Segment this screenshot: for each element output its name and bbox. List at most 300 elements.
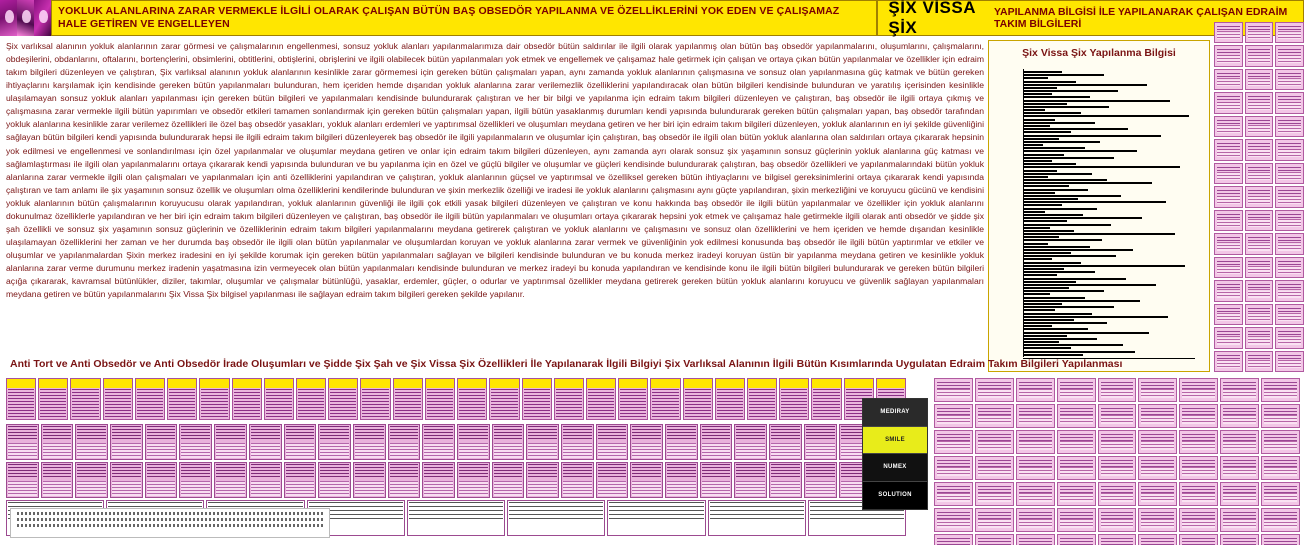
thumbnail-card <box>1214 186 1243 207</box>
thumbnail-card <box>1016 456 1055 480</box>
thumbnail-card <box>975 456 1014 480</box>
card-text-lines-bottom <box>771 481 800 496</box>
thumbnail-card <box>457 378 487 420</box>
card-header-band <box>877 379 905 388</box>
card-text-lines-bottom <box>632 481 661 496</box>
thumbnail-card <box>665 424 698 460</box>
card-text-lines-top <box>77 464 106 478</box>
card-header-band <box>523 379 551 388</box>
chart-bar <box>1024 122 1095 124</box>
card-header-band <box>104 379 132 388</box>
thumbnail-card <box>1214 139 1243 160</box>
chart-bar <box>1024 281 1076 283</box>
thumbnail-card <box>1098 508 1137 532</box>
card-text-lines-bottom <box>112 481 141 496</box>
thumbnail-card <box>1214 116 1243 137</box>
thumbnail-card <box>1275 22 1304 43</box>
card-text-lines-top <box>77 426 106 440</box>
thumbnail-card <box>296 378 326 420</box>
thumbnail-card <box>747 378 777 420</box>
thumbnail-card <box>734 462 767 498</box>
thumbnail-card <box>1275 163 1304 184</box>
card-text-lines-top <box>563 426 592 440</box>
card-text-lines-bottom <box>667 443 696 458</box>
chart-bar <box>1024 128 1128 130</box>
thumbnail-card <box>1261 508 1300 532</box>
card-text-lines-top <box>632 464 661 478</box>
thumbnail-card <box>1261 378 1300 402</box>
thumbnail-card <box>1057 508 1096 532</box>
card-text-lines <box>620 389 646 418</box>
thumbnail-card <box>561 424 594 460</box>
chart-bar <box>1024 157 1114 159</box>
card-text-lines-top <box>355 464 384 478</box>
card-text-lines-bottom <box>702 443 731 458</box>
thumbnail-card <box>975 404 1014 428</box>
thumbnail-card <box>1245 69 1274 90</box>
chart-bar <box>1024 77 1048 79</box>
thumbnail-strip <box>6 378 906 420</box>
thumbnail-card <box>1179 430 1218 454</box>
chart-bar <box>1024 115 1189 117</box>
card-text-lines <box>72 389 98 418</box>
card-text-lines <box>234 389 260 418</box>
thumbnail-card <box>1245 139 1274 160</box>
thumbnail-card <box>934 430 973 454</box>
thumbnail-card <box>422 424 455 460</box>
card-text-lines-top <box>216 426 245 440</box>
chart-bar <box>1024 214 1083 216</box>
chart-bar <box>1024 351 1135 353</box>
thumbnail-card <box>1214 233 1243 254</box>
chart-bar <box>1024 211 1045 213</box>
chart-bar <box>1024 201 1166 203</box>
card-text-lines-bottom <box>251 443 280 458</box>
card-text-lines <box>781 389 807 418</box>
thumbnail-card <box>1220 534 1259 545</box>
thumbnail-card <box>6 462 39 498</box>
note-line <box>17 524 323 527</box>
thumbnail-card <box>1138 456 1177 480</box>
card-text-lines-top <box>112 464 141 478</box>
thumbnail-card <box>769 424 802 460</box>
thumbnail-card <box>1245 280 1274 301</box>
thumbnail-card <box>804 462 837 498</box>
card-text-lines <box>330 389 356 418</box>
thumbnail-card <box>1016 534 1055 545</box>
card-header-band <box>426 379 454 388</box>
card-header-band <box>780 379 808 388</box>
thumbnail-card <box>264 378 294 420</box>
thumbnail-card <box>407 500 505 536</box>
thumbnail-card <box>1214 22 1243 43</box>
thumbnail-card <box>1057 456 1096 480</box>
thumbnail-card <box>1220 508 1259 532</box>
chart-bar <box>1024 87 1057 89</box>
card-text-lines-top <box>286 426 315 440</box>
card-text-lines-top <box>43 464 72 478</box>
chart-bar <box>1024 338 1097 340</box>
thumbnail-card <box>975 534 1014 545</box>
thumbnail-card <box>1275 45 1304 66</box>
chart-bar <box>1024 131 1071 133</box>
thumbnail-card <box>457 424 490 460</box>
thumbnail-card <box>1261 482 1300 506</box>
card-header-band <box>361 379 389 388</box>
chart-bar <box>1024 236 1059 238</box>
thumbnail-card <box>975 378 1014 402</box>
thumbnail-card <box>561 462 594 498</box>
card-text-lines-bottom <box>77 481 106 496</box>
card-text-lines <box>169 389 195 418</box>
banner-headline <box>51 0 877 36</box>
chart-bar <box>1024 335 1067 337</box>
thumbnail-card <box>1261 404 1300 428</box>
card-text-lines-top <box>736 464 765 478</box>
thumbnail-card <box>1275 186 1304 207</box>
thumbnail-card <box>1098 378 1137 402</box>
chart-bar <box>1024 71 1062 73</box>
card-text-lines-top <box>459 426 488 440</box>
card-text-lines <box>524 389 550 418</box>
card-text-lines-bottom <box>806 481 835 496</box>
card-text-lines-bottom <box>320 443 349 458</box>
card-text-lines-bottom <box>736 443 765 458</box>
chart-bar <box>1024 300 1140 302</box>
card-text-lines-top <box>424 464 453 478</box>
card-header-band <box>233 379 261 388</box>
thumbnail-card <box>630 424 663 460</box>
chart-bar <box>1024 81 1076 83</box>
thumbnail-card <box>328 378 358 420</box>
thumbnail-card <box>1016 404 1055 428</box>
banner-headline-text: YOKLUK ALANLARINA ZARAR VERMEKLE İLGİLİ OLARAK ÇALIŞAN BÜTÜN BAŞ OBSEDÖR YAPILANMA VE ÖZELLİKLERİNİ YOK EDEN VE ÇALIŞAMAZ HALE GETİREN VE ENGELLEYEN <box>57 4 840 30</box>
thumbnail-card <box>41 424 74 460</box>
card-text-lines-bottom <box>771 443 800 458</box>
chart-bar <box>1024 224 1111 226</box>
thumbnail-card <box>75 424 108 460</box>
card-text-lines-top <box>509 502 603 522</box>
chart-bar <box>1024 246 1090 248</box>
card-text-lines-top <box>667 464 696 478</box>
thumbnail-card <box>665 462 698 498</box>
chart-bar <box>1024 106 1109 108</box>
thumbnail-card <box>934 456 973 480</box>
card-text-lines-bottom <box>494 481 523 496</box>
card-text-lines-bottom <box>528 481 557 496</box>
chart-bar <box>1024 93 1052 95</box>
chart-bar <box>1024 278 1126 280</box>
card-text-lines-top <box>710 502 804 522</box>
thumbnail-card <box>1057 378 1096 402</box>
thumbnail-card <box>596 424 629 460</box>
thumbnail-card <box>769 462 802 498</box>
thumbnail-grid-top-right <box>1214 22 1304 372</box>
chart-bar <box>1024 252 1071 254</box>
thumbnail-card <box>1016 378 1055 402</box>
card-header-band <box>684 379 712 388</box>
chart-bar <box>1024 135 1161 137</box>
thumbnail-card <box>1245 210 1274 231</box>
card-text-lines-top <box>8 426 37 440</box>
card-text-lines <box>362 389 388 418</box>
chart-bar <box>1024 313 1092 315</box>
chart-bar <box>1024 255 1116 257</box>
chart-bar <box>1024 316 1168 318</box>
card-text-lines-bottom <box>424 443 453 458</box>
card-text-lines-bottom <box>147 481 176 496</box>
card-header-band <box>458 379 486 388</box>
thumbnail-card <box>110 424 143 460</box>
thumbnail-card <box>1220 404 1259 428</box>
card-text-lines-top <box>216 464 245 478</box>
chart-bar <box>1024 332 1149 334</box>
chart-bar <box>1024 297 1085 299</box>
card-text-lines-top <box>806 464 835 478</box>
thumbnail-card <box>526 462 559 498</box>
thumbnail-card <box>249 462 282 498</box>
card-text-lines-top <box>112 426 141 440</box>
thumbnail-card <box>1138 378 1177 402</box>
white-note-band <box>10 508 330 538</box>
thumbnail-card <box>388 462 421 498</box>
thumbnail-card <box>1098 482 1137 506</box>
card-text-lines-bottom <box>632 443 661 458</box>
card-text-lines-bottom <box>355 443 384 458</box>
thumbnail-card <box>934 508 973 532</box>
thumbnail-card <box>596 462 629 498</box>
top-banner <box>0 0 1304 36</box>
card-text-lines <box>588 389 614 418</box>
thumbnail-card <box>1179 378 1218 402</box>
thumbnail-card <box>1214 257 1243 278</box>
chart-bar <box>1024 84 1147 86</box>
thumbnail-card <box>1275 69 1304 90</box>
thumbnail-card <box>507 500 605 536</box>
chart-bar <box>1024 182 1152 184</box>
thumbnail-card <box>1245 22 1274 43</box>
thumbnail-row <box>6 424 906 460</box>
thumbnail-card <box>1016 482 1055 506</box>
card-text-lines-top <box>459 464 488 478</box>
card-text-lines-top <box>528 426 557 440</box>
card-header-band <box>490 379 518 388</box>
product-label-row: SOLUTION <box>863 482 927 510</box>
thumbnail-card <box>934 534 973 545</box>
chart-bar <box>1024 103 1067 105</box>
thumbnail-card <box>422 462 455 498</box>
thumbnail-card <box>1245 92 1274 113</box>
thumbnail-card <box>1245 257 1274 278</box>
thumbnail-card <box>1245 304 1274 325</box>
thumbnail-card <box>388 424 421 460</box>
chart-bar <box>1024 249 1133 251</box>
chart-title: Şix Vissa Şix Yapılanma Bilgisi <box>1022 47 1176 59</box>
thumbnail-card <box>1214 45 1243 66</box>
thumbnail-card <box>1057 404 1096 428</box>
thumbnail-card <box>457 462 490 498</box>
card-header-band <box>71 379 99 388</box>
thumbnail-card <box>526 424 559 460</box>
thumbnail-card <box>103 378 133 420</box>
card-text-lines-bottom <box>702 481 731 496</box>
chart-bar <box>1024 290 1104 292</box>
card-text-lines-top <box>563 464 592 478</box>
card-text-lines <box>137 389 163 418</box>
card-header-band <box>39 379 67 388</box>
card-header-band <box>297 379 325 388</box>
chart-bar <box>1024 100 1170 102</box>
card-text-lines-top <box>8 464 37 478</box>
thumbnail-card <box>975 430 1014 454</box>
card-header-band <box>812 379 840 388</box>
chart-bar <box>1024 265 1185 267</box>
card-header-band <box>555 379 583 388</box>
card-text-lines-top <box>598 426 627 440</box>
thumbnail-card <box>1138 508 1177 532</box>
card-text-lines-bottom <box>563 443 592 458</box>
card-text-lines <box>427 389 453 418</box>
card-text-lines-top <box>390 464 419 478</box>
thumbnail-card <box>630 462 663 498</box>
card-text-lines <box>813 389 839 418</box>
thumbnail-card <box>1214 280 1243 301</box>
chart-bar <box>1024 160 1052 162</box>
card-text-lines-bottom <box>563 481 592 496</box>
chart-bar <box>1024 268 1064 270</box>
chart-bar <box>1024 144 1043 146</box>
card-text-lines <box>652 389 678 418</box>
card-text-lines <box>491 389 517 418</box>
card-text-lines <box>8 389 34 418</box>
thumbnail-card <box>1214 69 1243 90</box>
thumbnail-card <box>522 378 552 420</box>
thumbnail-card <box>1275 139 1304 160</box>
chart-bar <box>1024 354 1083 356</box>
chart-bar <box>1024 220 1067 222</box>
chart-bar <box>1024 204 1062 206</box>
card-header-band <box>7 379 35 388</box>
main-body-text: Şix varlıksal alanının yokluk alanlarının zarar görmesi ve çalışmalarının engellenmesi, sonsuz yokluk alanları yapılanmalarımıza dair obsedör bütün saldırılar ile ilgili olarak yapılanmış olan bütün baş obsedör yapılanmalarını, oluşumlarını, çalışmalarını, obdeşilerini, obdanlarını, oftalarını, bortençlerini, obsimlerini, obtitlerini, obtişlerini, obrişlerini ve ilgili olabilecek bütün yapılanmaları yok etmek ve engellemek ve çalışamaz hale getirmek için çalışan ve ortaya çıkan bütün yapılanmalar ve özellikler için edraim takım bilgileri düzenleyen ve çalıştıran, Şix varlıksal alanının yokluk alanlarının kesinlikle zarar görmemesi için gereken bütün çalışmaları yapan, aynı zamanda yokluk alanlarının çalışmasına ve sonsuz olan yapılanmasına güç katmak ve bütün gereken ihtiyaçlarını karşılamak için kendisinde gereken bütün yapılanmaları bulunduran, hem içeriden hemde dışarıdan yokluk alanlarına zarar verilemezlik özelliklerini yapılandıracak olan bütün bilgileri kendisinde bulunduran ve yaratılış içerisinden kesinlikle ulaşılamayan sonsuz yokluk alanları yapılanması için gereken bütün bilgileri ve yapılanmaları kendisinde bulundurarak çalıştıran ve her bir bilgi ve yapılanma için edraim takım bilgileri düzenleyen ve çalıştıran, baş obsedör ile ilgili ortaya çıkmış ve çalışmasına zarar vermekle ilgili bütün yapırımları ve obsedör etkileri tamamen sonlandırmak için gereken bütün çalışmaları yapan, ilgili bütün yasaklanmış durumları kendi yapısında bulundurarak gereken bütün çalışmaları yapan, baş obsedör tarafından yokluk alanlarına kesinlikle zarar verilemez özellikleri ile özel baş obsedör yasakları, yokluk alanları erdemleri ve yaptırımsal özellikleri ve oluşumları meydana getiren ve her biri için edraim takım bilgileri düzenleyen, yokluk alanlarının en iyi şekilde güvenliğini sağlayan bütün bilgileri kendi yapısında bulundurarak hepsi ile ilgili edraim takım bilgileri düzenleyerek baş obsedör ile ilgili yapılanmaların ve oluşumlar için çalıştıran, baş obsedör ile ilgili olan bütün yokluk alanlarına olan saldırıları ortaya çıkararak hepsinin yok edilmesi ve engellenmesi ve sonlandırılması için özel yapılanmalar ve oluşumlar meydana getiren ve onlar için edraim takım bilgileri düzenleyen, aynı zamanda ayrı olarak sonsuz şix yaşamının sonsuz güçlerinin yokluk alanlarına güç katması ve sağlamlaştırması ile ilgili olan yapılanmalarını ortaya çıkararak kendi yapısında bulunduran ve bu yapılanma için en özel ve güçlü bilgiler ve oluşumlar ve güçleri kendisinde bulundurarak çalıştıran, baş obsedör özellikleri ve yapılanmalarındaki bütün yokluk alanlarına zarar vermekle ilgili olan çalışmaları ve yapılanmaları için anti özelliklerini yapılandıran ve çalıştıran, yokluk alanlarının güçsel ve yaptırımsal ve özelliksel gereken bütün ihtiyaçlarını ve bilgisel gereksinimlerini ortaya çıkararak kendi yapısında çalıştıran ve tam anlamı ile şix yaşamının sonsuz özellik ve oluşumları olma özelliklerini kendilerinde bulunduran ve şixin merkezlik özelliği ve iradesi ile yokluk alanlarını çalışmasını aynı güçte yapılandıran, şixin merkezliğini ve koruyucu gücünü ve kendisini yokluk alanlarının bütün çalışmalarının koruyucusu olarak yapılandıran, yokluk alanlarının güvenliği ile ilgili çok etkili yasak bilgileri düzenleyen ve çalıştıran ve konu hakkında baş obsedör ile ilgili bütün yapılanmalar ve özellikler için yokluk alanlarını dokunulmaz özelliklerle yapılandıran ve her biri için edraim takım bilgileri düzenleyen ve çalıştıran, baş obsedör ile ilgili bütün yapılanmaları ve oluşumları ortaya çıkararak hepsini yok etmek ve çalışamaz hale getirmekle ilgili olarak anti obsedör ve şidde şix şah özellikli ve sonsuz şix yaşamının sonsuz güçlerinin ve özelliklerinin edraim takım bilgileri yapılanmalarını meydana getirerek çalıştıran ve yokluk alanlarını ve çalışmasını ve sonsuz olan özelliklerini ve hem içeriden ve hemde dışarıdan kesinlikle ulaşılamayan özelliklerini her zaman ve her durumda baş obsedör ile ilgili olan bütün yapılanmalar ve oluşumlardan koruyan ve yokluk alanlarına zarar vermek ve güvenliğinin yok edilmesi konusunda baş obsedör ile ilgili bütün yaptırımlar ve etkiler ve oluşumlar ve yapılanmalardan Şixin merkez iradesini en iyi şekilde korumak için gereken bütün yapılanmaları sağlayan ve bilgileri kendisinde bulunduran ve bu konuda merkez iradeyi koruyan üstün bir yapılanma meydana getiren ve kesinlikle yokluk alanlarına zarar verme durumunu merkez iradenin yaşatmasına izin vermeyecek olan bütün yapılanmaları kendisinde bulunduran ve merkez iradeyi bu konuda yapılandıran ve kendisinde konu ile ilgili bütün bilgileri bulundurarak ve gereken bütün bilgileri açığa çıkararak, kavramsal bütünlükler, diziler, takımlar, oluşumlar ve çalışmalar bütünlüğü, yasaklar, erdemler, güçler, o odurlar ve yaptırımsal özellikler meydana getirerek gereken bütün yokluk alanlarını koruyucu ve güvenlik sağlayan yapılanmaları meydana getiren ve bütün yapılanmalarını Şix Vissa Şix bilgisel yapılanması ile sağlayan edraim takım bilgileri gereken şekilde yapılanır. <box>6 41 984 300</box>
thumbnail-card <box>353 424 386 460</box>
logo-tile-2 <box>17 0 34 36</box>
thumbnail-card <box>492 424 525 460</box>
thumbnail-card <box>1261 430 1300 454</box>
thumbnail-card <box>650 378 680 420</box>
thumbnail-card <box>700 462 733 498</box>
section-heading: Anti Tort ve Anti Obsedör ve Anti Obsedör İrade Oluşumları ve Şidde Şix Şah ve Şix Vissa Şix Özellikleri İle Yapılanarak İlgili Bilgiyi Şix Varlıksal Alanının İlgili Bütün Kısımlarında Uygulatan Edraim Takım Bilgileri Yapılanması <box>10 358 1123 370</box>
thumbnail-card <box>214 462 247 498</box>
product-label-row: SMILE <box>863 427 927 455</box>
thumbnail-card <box>1214 351 1243 372</box>
thumbnail-card <box>586 378 616 420</box>
chart-bar <box>1024 166 1180 168</box>
thumbnail-card <box>700 424 733 460</box>
card-header-band <box>587 379 615 388</box>
thumbnail-card <box>1245 327 1274 348</box>
thumbnail-row <box>6 462 906 498</box>
thumbnail-card <box>934 378 973 402</box>
card-text-lines-top <box>424 426 453 440</box>
card-header-band <box>716 379 744 388</box>
card-text-lines-bottom <box>181 443 210 458</box>
thumbnail-card <box>199 378 229 420</box>
chart-bar <box>1024 328 1088 330</box>
card-text-lines-top <box>632 426 661 440</box>
thumbnail-card <box>145 462 178 498</box>
brand-logo <box>0 0 51 36</box>
chart-bar <box>1024 125 1050 127</box>
chart-bar <box>1024 163 1076 165</box>
thumbnail-card <box>1179 534 1218 545</box>
chart-bar <box>1024 119 1055 121</box>
card-header-band <box>651 379 679 388</box>
card-text-lines <box>749 389 775 418</box>
thumbnail-card <box>135 378 165 420</box>
chart-bar <box>1024 287 1069 289</box>
card-text-lines-bottom <box>598 481 627 496</box>
thumbnail-card <box>975 482 1014 506</box>
card-text-lines-bottom <box>667 481 696 496</box>
thumbnail-card <box>6 424 39 460</box>
thumbnail-grid-bottom-right <box>934 378 1300 542</box>
card-text-lines-bottom <box>528 443 557 458</box>
thumbnail-card <box>779 378 809 420</box>
thumbnail-card <box>1138 534 1177 545</box>
logo-tile-1 <box>0 0 17 36</box>
chart-bar <box>1024 176 1048 178</box>
chart-bar <box>1024 109 1045 111</box>
thumbnail-card <box>975 508 1014 532</box>
chart-bar <box>1024 341 1059 343</box>
card-text-lines-bottom <box>181 481 210 496</box>
chart-bar <box>1024 306 1114 308</box>
card-text-lines-bottom <box>390 481 419 496</box>
logo-tile-3 <box>34 0 51 36</box>
chart-bar <box>1024 293 1050 295</box>
card-header-band <box>265 379 293 388</box>
thumbnail-card <box>1275 116 1304 137</box>
card-text-lines-top <box>286 464 315 478</box>
card-text-lines-top <box>806 426 835 440</box>
thumbnail-card <box>1179 456 1218 480</box>
chart-bar <box>1024 217 1142 219</box>
thumbnail-card <box>38 378 68 420</box>
thumbnail-card <box>1275 210 1304 231</box>
thumbnail-card <box>1179 482 1218 506</box>
card-text-lines <box>717 389 743 418</box>
page-subtitle: YAPILANMA BİLGİSİ İLE YAPILANARAK ÇALIŞAN EDRAİM TAKIM BİLGİLERİ <box>994 6 1288 30</box>
chart-bar <box>1024 198 1078 200</box>
card-text-lines-top <box>771 464 800 478</box>
card-text-lines-top <box>609 502 703 522</box>
chart-bar <box>1024 208 1097 210</box>
thumbnail-card <box>1057 430 1096 454</box>
thumbnail-card <box>1098 404 1137 428</box>
thumbnail-card <box>1138 430 1177 454</box>
thumbnail-card <box>6 378 36 420</box>
thumbnail-card <box>1220 456 1259 480</box>
thumbnail-card <box>1275 280 1304 301</box>
thumbnail-card <box>934 404 973 428</box>
card-text-lines-bottom <box>43 443 72 458</box>
card-text-lines-bottom <box>216 481 245 496</box>
thumbnail-card <box>1275 327 1304 348</box>
thumbnail-card <box>1220 378 1259 402</box>
chart-bar <box>1024 195 1121 197</box>
thumbnail-card <box>1098 430 1137 454</box>
card-text-lines-top <box>43 426 72 440</box>
